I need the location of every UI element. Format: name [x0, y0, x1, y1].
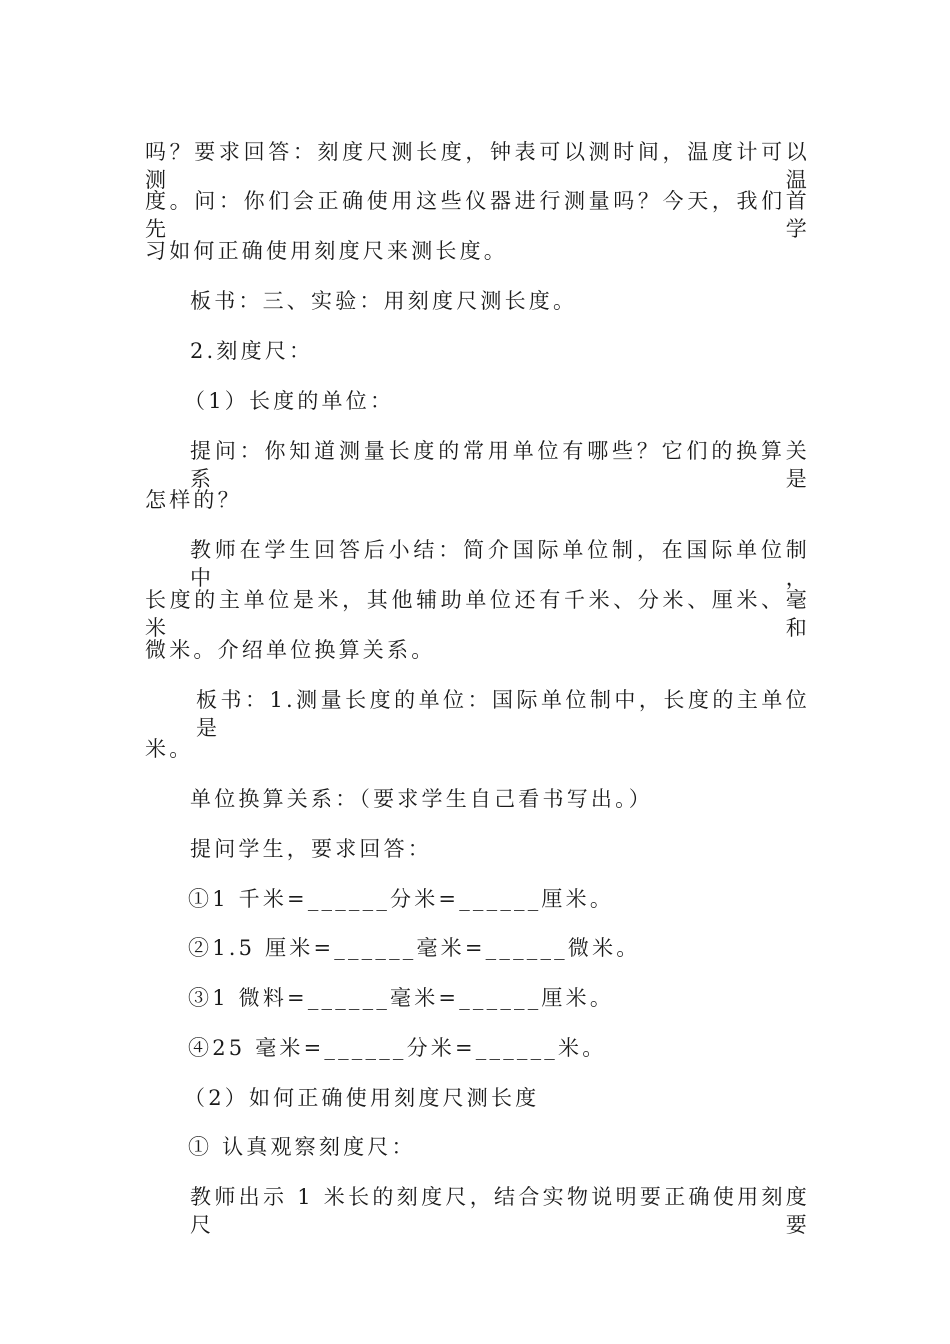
text-line-1: 吗？要求回答：刻度尺测长度，钟表可以测时间，温度计可以测温	[145, 140, 810, 192]
text-line-10: 长度的主单位是米，其他辅助单位还有千米、分米、厘米、毫米和	[145, 588, 810, 640]
text-line-3: 习如何正确使用刻度尺来测长度。	[145, 239, 508, 263]
text-line-17: ②1.5 厘米=______毫米=______微米。	[188, 936, 641, 960]
text-line-16: ①1 千米=______分米=______厘米。	[188, 887, 615, 911]
text-line-8: 怎样的？	[145, 488, 242, 512]
text-line-2: 度。问：你们会正确使用这些仪器进行测量吗？今天，我们首先学	[145, 189, 810, 241]
text-line-14: 单位换算关系：（要求学生自己看书写出。）	[190, 787, 653, 811]
text-line-9: 教师在学生回答后小结：简介国际单位制，在国际单位制中，	[190, 538, 810, 590]
text-line-4: 板书：三、实验：用刻度尺测长度。	[190, 289, 578, 313]
text-line-21: ① 认真观察刻度尺：	[188, 1135, 416, 1159]
text-line-19: ④25 毫米=______分米=______米。	[188, 1036, 607, 1060]
text-line-18: ③1 微料=______毫米=______厘米。	[188, 986, 615, 1010]
text-line-12: 板书：1.测量长度的单位：国际单位制中，长度的主单位是	[196, 688, 810, 740]
text-line-13: 米。	[145, 737, 194, 761]
text-line-15: 提问学生，要求回答：	[190, 837, 432, 861]
text-line-11: 微米。介绍单位换算关系。	[145, 638, 436, 662]
text-line-6: （1）长度的单位：	[184, 389, 395, 413]
text-line-22: 教师出示 1 米长的刻度尺，结合实物说明要正确使用刻度尺要	[190, 1185, 810, 1237]
text-line-5: 2.刻度尺：	[190, 339, 314, 363]
text-line-7: 提问：你知道测量长度的常用单位有哪些？它们的换算关系是	[190, 439, 810, 491]
text-line-20: （2）如何正确使用刻度尺测长度	[184, 1086, 540, 1110]
